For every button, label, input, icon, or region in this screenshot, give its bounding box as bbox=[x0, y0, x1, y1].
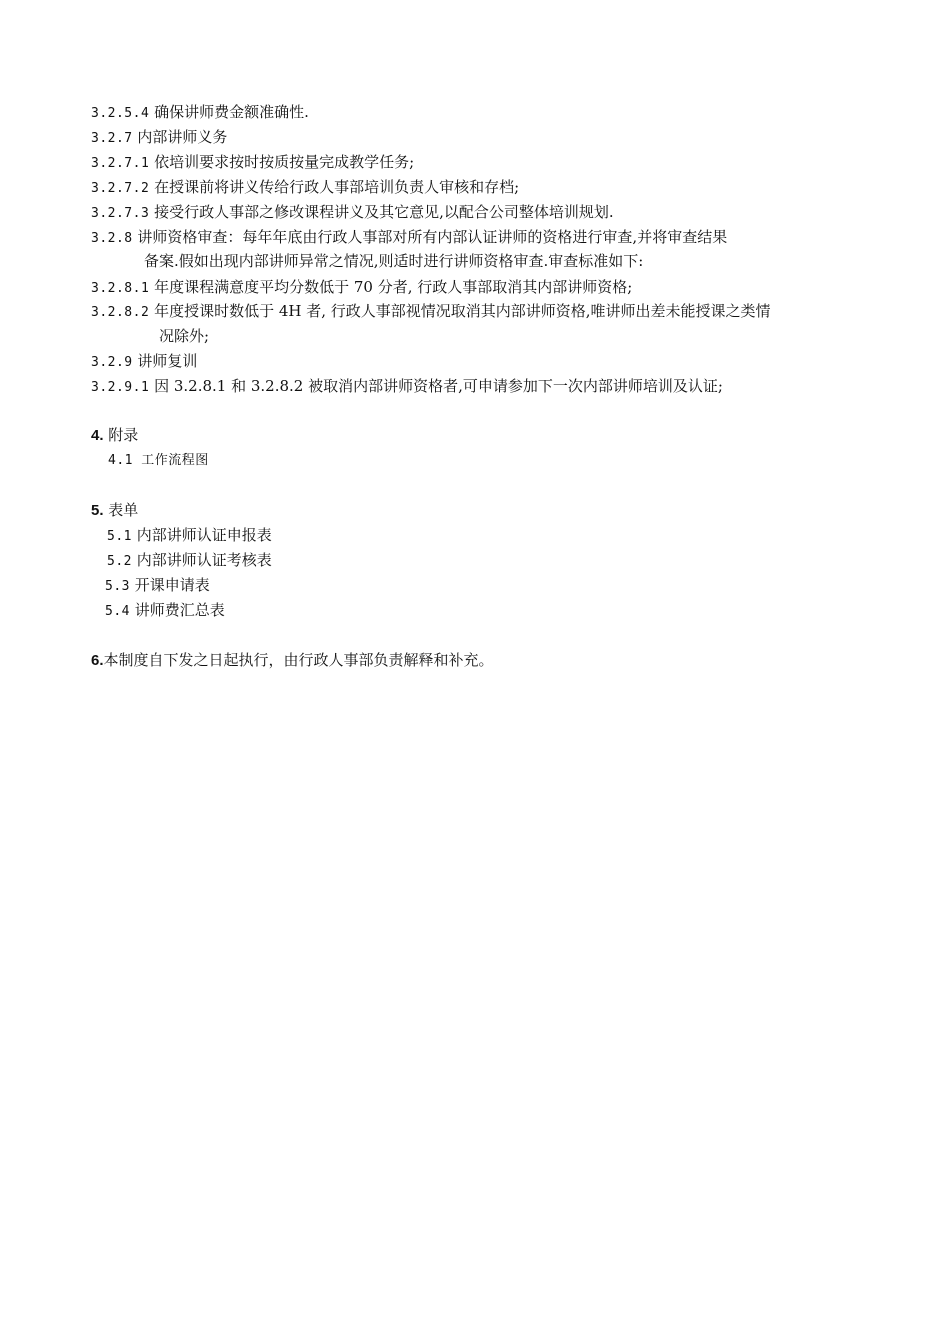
clause-3-2-7-1 bbox=[91, 152, 414, 174]
form-item bbox=[107, 525, 272, 547]
section-number: 4. bbox=[91, 427, 104, 444]
section-5-heading bbox=[91, 500, 138, 521]
clause-text: 年度授课时数低于 4H 者, 行政人事部视情况取消其内部讲师资格,唯讲师出差未能授课之类情 bbox=[154, 302, 771, 320]
clause-text: 内部讲师义务 bbox=[137, 128, 228, 146]
form-title: 内部讲师认证申报表 bbox=[136, 526, 272, 544]
clause-text: 在授课前将讲义传给行政人事部培训负责人审核和存档; bbox=[154, 178, 520, 196]
clause-number: 3.2.8.2 bbox=[91, 305, 150, 320]
section-number: 6. bbox=[91, 652, 104, 669]
clause-3-2-9 bbox=[91, 351, 197, 373]
clause-3-2-8 bbox=[91, 227, 727, 249]
clause-number: 3.2.9.1 bbox=[91, 380, 150, 395]
section-text: 本制度自下发之日起执行，由行政人事部负责解释和补充。 bbox=[103, 651, 494, 669]
clause-text: 讲师资格审查：每年年底由行政人事部对所有内部认证讲师的资格进行审查,并将审查结果 bbox=[137, 228, 728, 246]
clause-number: 3.2.8.1 bbox=[91, 281, 150, 296]
clause-text: 确保讲师费金额准确性. bbox=[154, 103, 309, 121]
section-number: 5. bbox=[91, 502, 104, 519]
clause-3-2-7 bbox=[91, 127, 227, 149]
appendix-item: 4.1 工作流程图 bbox=[108, 453, 209, 468]
section-6-statement bbox=[91, 650, 494, 671]
clause-3-2-8-continuation: 备案.假如出现内部讲师异常之情况,则适时进行讲师资格审查.审查标准如下: bbox=[144, 252, 644, 270]
clause-number: 3.2.7.2 bbox=[91, 181, 150, 196]
clause-3-2-7-3 bbox=[91, 202, 614, 224]
clause-text: 讲师复训 bbox=[137, 352, 198, 370]
form-title: 讲师费汇总表 bbox=[134, 601, 225, 619]
clause-3-2-8-2-continuation: 况除外; bbox=[159, 327, 210, 345]
clause-3-2-8-1 bbox=[91, 277, 632, 299]
clause-number: 3.2.9 bbox=[91, 355, 133, 370]
section-4-heading bbox=[91, 425, 138, 446]
clause-text: 因 3.2.8.1 和 3.2.8.2 被取消内部讲师资格者,可申请参加下一次内部讲师培训及认证; bbox=[154, 377, 723, 395]
clause-number: 3.2.5.4 bbox=[91, 106, 150, 121]
form-item bbox=[107, 550, 272, 572]
clause-number: 3.2.7.1 bbox=[91, 156, 150, 171]
clause-text: 年度课程满意度平均分数低于 70 分者, 行政人事部取消其内部讲师资格; bbox=[154, 278, 633, 296]
clause-3-2-5-4 bbox=[91, 102, 309, 124]
form-title: 开课申请表 bbox=[134, 576, 210, 594]
form-item bbox=[105, 600, 225, 622]
section-title: 表单 bbox=[108, 501, 139, 519]
clause-text: 依培训要求按时按质按量完成教学任务; bbox=[154, 153, 415, 171]
clause-number: 3.2.7 bbox=[91, 131, 133, 146]
section-title: 附录 bbox=[108, 426, 139, 444]
form-number: 5.4 bbox=[105, 604, 130, 619]
clause-3-2-7-2 bbox=[91, 177, 519, 199]
clause-text: 接受行政人事部之修改课程讲义及其它意见,以配合公司整体培训规划. bbox=[154, 203, 614, 221]
clause-3-2-9-1 bbox=[91, 376, 723, 398]
form-number: 5.1 bbox=[107, 529, 132, 544]
clause-3-2-8-2 bbox=[91, 301, 771, 323]
clause-number: 3.2.8 bbox=[91, 231, 133, 246]
form-title: 内部讲师认证考核表 bbox=[136, 551, 272, 569]
form-item bbox=[105, 575, 210, 597]
form-number: 5.2 bbox=[107, 554, 132, 569]
form-number: 5.3 bbox=[105, 579, 130, 594]
clause-number: 3.2.7.3 bbox=[91, 206, 150, 221]
